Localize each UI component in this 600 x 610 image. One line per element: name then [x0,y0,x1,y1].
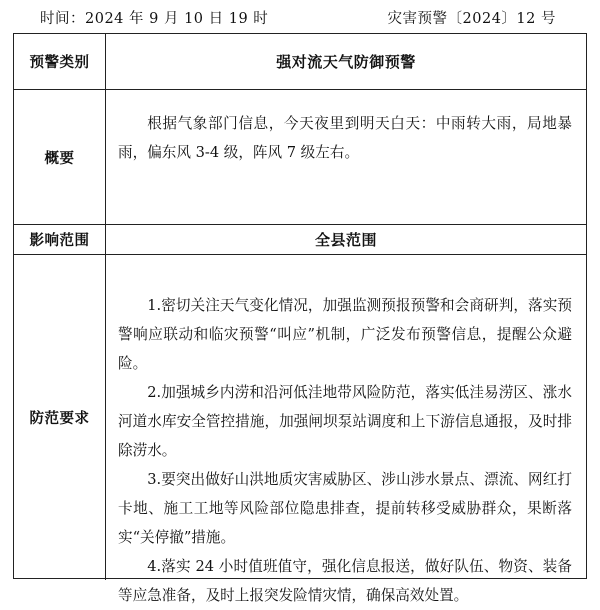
prevention-requirements-label: 防范要求 [14,255,106,580]
warning-category-label: 预警类别 [14,34,106,89]
document-number: 灾害预警〔2024〕12 号 [387,11,556,27]
overview-content [106,90,586,224]
warning-category-value: 强对流天气防御预警 [276,53,416,71]
impact-scope-label: 影响范围 [14,225,106,254]
requirement-item-4: 4.落实 24 小时值班值守，强化信息报送，做好队伍、物资、装备等应急准备，及时上报突发险情灾情，确保高效处置。 [118,558,572,604]
requirement-item-1: 1.密切关注天气变化情况，加强监测预报预警和会商研判，落实预警响应联动和临灾预警“叫应”机制，广泛发布预警信息，提醒公众避险。 [118,297,572,372]
document-header [0,0,600,34]
overview-label: 概要 [14,90,106,224]
row-warning-category [14,34,586,90]
issue-time: 时间：2024 年 9 月 10 日 19 时 [40,11,269,27]
prevention-requirements-content [106,255,586,604]
requirement-item-2: 2.加强城乡内涝和沿河低洼地带风险防范，落实低洼易涝区、涨水河道水库安全管控措施，加强闸坝泵站调度和上下游信息通报，及时排除涝水。 [118,384,572,459]
overview-text: 根据气象部门信息，今天夜里到明天白天：中雨转大雨，局地暴雨，偏东风 3-4 级，阵风 7 级左右。 [118,115,572,161]
row-impact-scope [14,225,586,255]
warning-table [13,33,587,604]
row-overview [14,90,586,225]
row-prevention-requirements [14,255,586,604]
impact-scope-value: 全县范围 [314,231,377,249]
requirement-item-3: 3.要突出做好山洪地质灾害威胁区、涉山涉水景点、漂流、网红打卡地、施工工地等风险部位隐患排查，提前转移受威胁群众，果断落实“关停撤”措施。 [118,471,572,546]
